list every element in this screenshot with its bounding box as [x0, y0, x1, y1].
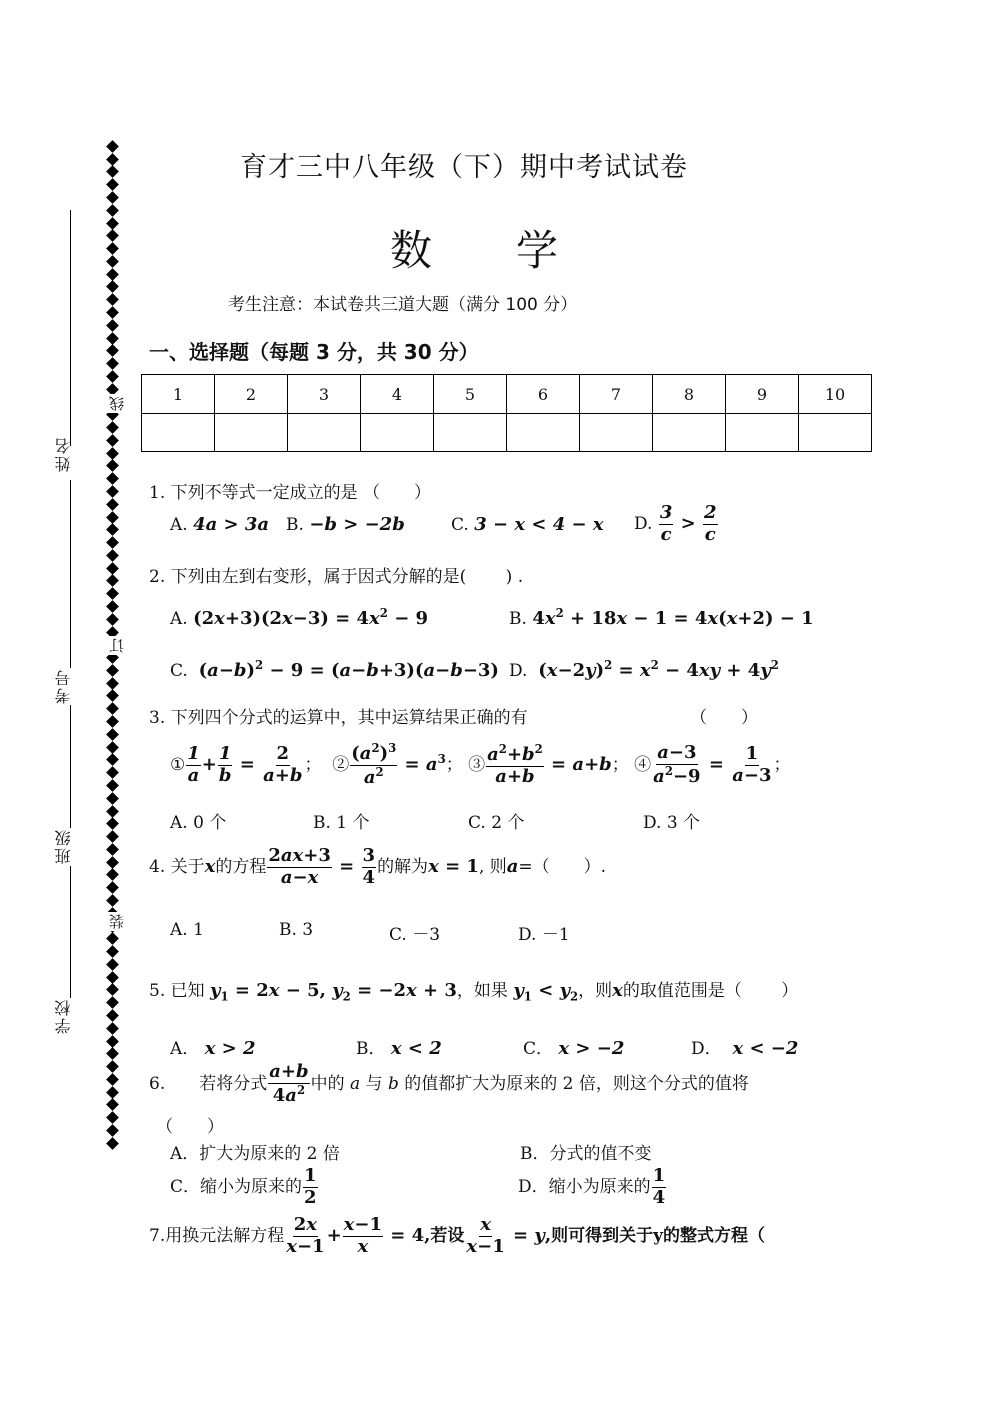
q2-option-b: B. $4x^2 + 18x - 1 = 4x(x+2) - 1$	[509, 606, 814, 629]
diamond-icon	[106, 421, 119, 434]
answer-table	[141, 374, 872, 452]
name-line-lower	[70, 480, 71, 668]
diamond-icon	[106, 447, 119, 460]
diamond-icon	[106, 741, 119, 754]
q4-option-d: D. －1	[518, 925, 570, 945]
diamond-icon	[106, 805, 119, 818]
answer-col-5: 5	[434, 375, 507, 414]
diamond-icon	[106, 1137, 119, 1150]
class-label: 班级	[54, 828, 73, 864]
diamond-icon	[106, 293, 119, 306]
answer-cell[interactable]	[288, 414, 361, 452]
answer-cell[interactable]	[142, 414, 215, 452]
diamond-icon	[106, 255, 119, 268]
diamond-icon	[106, 932, 119, 945]
diamond-icon	[106, 370, 119, 383]
diamond-icon	[106, 242, 119, 255]
diamond-icon	[106, 472, 119, 485]
q7-stem: 7.用换元法解方程 $\frac{2x}{x-1}$ + $\frac{x-1}{x}$ = 4,若设 $\frac{x}{x-1}$ = y,则可得到关于y的整式方程（	[149, 1214, 766, 1257]
q5-stem: 5. 已知 $y_1 = 2x - 5$, $y_2 = -2x + 3$，如果 $y_1 < y_2$，则x的取值范围是（ ）	[149, 980, 799, 1004]
answer-cell[interactable]	[434, 414, 507, 452]
q3-option-d: D. 3 个	[643, 813, 701, 833]
q2-option-d: D. $(x-2y)^2 = x^2 - 4xy + 4y^2$	[509, 658, 779, 681]
q6-stem: 6. 若将分式 $\frac{a+b}{4a^2}$ 中的 a 与 b 的值都扩大为原来的 2 倍，则这个分式的值将	[149, 1061, 749, 1106]
q3-option-b: B. 1 个	[313, 813, 370, 833]
answer-cell[interactable]	[215, 414, 288, 452]
diamond-icon	[106, 562, 119, 575]
diamond-icon	[106, 881, 119, 894]
diamond-icon	[106, 728, 119, 741]
diamond-icon	[106, 332, 119, 345]
q4-option-b: B. 3	[279, 920, 314, 940]
diamond-icon	[106, 1035, 119, 1048]
diamond-icon	[106, 153, 119, 166]
diamond-icon	[106, 166, 119, 179]
answer-cell[interactable]	[653, 414, 726, 452]
subject-title: 数 学	[390, 226, 559, 275]
diamond-icon	[106, 434, 119, 447]
exam-title: 育才三中八年级（下）期中考试试卷	[240, 152, 688, 183]
diamond-icon	[106, 894, 119, 907]
diamond-icon	[106, 715, 119, 728]
diamond-icon	[106, 204, 119, 217]
answer-cell[interactable]	[726, 414, 799, 452]
diamond-icon	[106, 178, 119, 191]
diamond-icon	[106, 345, 119, 358]
diamond-icon	[106, 779, 119, 792]
answer-col-3: 3	[288, 375, 361, 414]
q3-stem: 3. 下列四个分式的运算中，其中运算结果正确的有	[149, 708, 528, 728]
diamond-icon	[106, 306, 119, 319]
q4-stem: 4. 关于x的方程 $\frac{2ax+3}{a-x}$ = $\frac{3}{4}$ 的解为x = 1, 则a=（ ）.	[149, 845, 607, 888]
q1-option-d: D. $\frac{3}{c}$ > $\frac{2}{c}$	[634, 502, 717, 545]
answer-table-blank-row	[142, 414, 872, 452]
answer-col-6: 6	[507, 375, 580, 414]
q5-option-b: B． x < 2	[356, 1038, 442, 1059]
diamond-icon	[106, 1047, 119, 1060]
diamond-icon	[106, 958, 119, 971]
diamond-icon	[106, 984, 119, 997]
school-label: 学校	[54, 998, 73, 1034]
diamond-icon	[106, 1073, 119, 1086]
exam-notice: 考生注意：本试卷共三道大题（满分 100 分）	[228, 295, 578, 315]
diamond-icon	[106, 971, 119, 984]
q2-option-a: A. $(2x+3)(2x-3) = 4x^2 - 9$	[170, 606, 429, 629]
q4-option-c: C. －3	[389, 925, 441, 945]
q1-stem: 1. 下列不等式一定成立的是 （ ）	[149, 483, 432, 503]
diamond-icon	[106, 830, 119, 843]
answer-col-8: 8	[653, 375, 726, 414]
diamond-icon	[106, 792, 119, 805]
q6-option-b: B．分式的值不变	[520, 1144, 652, 1164]
q6-answer-paren: （ ）	[156, 1117, 224, 1137]
diamond-icon	[106, 140, 119, 153]
diamond-icon	[106, 664, 119, 677]
number-label: 考号	[54, 668, 73, 704]
q1-option-a: A. 4a > 3a	[170, 514, 270, 535]
diamond-icon	[106, 575, 119, 588]
seal-zhuang: 装	[108, 914, 126, 929]
q6-option-a: A．扩大为原来的 2 倍	[170, 1144, 340, 1164]
q1-option-c: C. 3 − x < 4 − x	[451, 514, 604, 535]
diamond-icon	[106, 511, 119, 524]
diamond-icon	[106, 460, 119, 473]
diamond-icon	[106, 485, 119, 498]
answer-col-2: 2	[215, 375, 288, 414]
answer-col-10: 10	[799, 375, 872, 414]
q5-option-c: C． x > −2	[523, 1038, 625, 1059]
diamond-icon	[106, 1060, 119, 1073]
diamond-icon	[106, 702, 119, 715]
diamond-icon	[106, 869, 119, 882]
diamond-icon	[106, 217, 119, 230]
q1-option-b: B. −b > −2b	[286, 514, 405, 535]
section-heading: 一、选择题（每题 3 分，共 30 分）	[149, 340, 479, 364]
answer-cell[interactable]	[507, 414, 580, 452]
diamond-icon	[106, 1099, 119, 1112]
q5-option-a: A． x > 2	[170, 1038, 256, 1059]
diamond-icon	[106, 945, 119, 958]
q6-option-d: D．缩小为原来的 $\frac{1}{4}$	[518, 1165, 666, 1208]
seal-ding: 订	[108, 638, 126, 653]
diamond-icon	[106, 754, 119, 767]
diamond-icon	[106, 1111, 119, 1124]
diamond-icon	[106, 843, 119, 856]
seal-xian: 线	[108, 396, 126, 411]
diamond-icon	[106, 1124, 119, 1137]
q3-option-c: C. 2 个	[468, 813, 525, 833]
diamond-icon	[106, 600, 119, 613]
answer-col-4: 4	[361, 375, 434, 414]
diamond-icon	[106, 281, 119, 294]
answer-table-header-row	[142, 375, 872, 414]
diamond-icon	[106, 587, 119, 600]
q6-option-c: C．缩小为原来的 $\frac{1}{2}$	[170, 1165, 317, 1208]
q4-option-a: A. 1	[170, 920, 204, 940]
diamond-icon	[106, 191, 119, 204]
answer-cell[interactable]	[799, 414, 872, 452]
diamond-icon	[106, 613, 119, 626]
diamond-icon	[106, 1022, 119, 1035]
name-line	[70, 210, 71, 446]
diamond-icon	[106, 319, 119, 332]
class-line	[70, 866, 71, 998]
diamond-icon	[106, 766, 119, 779]
q3-answer-paren: （ ）	[690, 708, 758, 728]
diamond-icon	[106, 229, 119, 242]
diamond-icon	[106, 536, 119, 549]
diamond-icon	[106, 357, 119, 370]
q3-expressions: ① $\frac{1}{a}$ + $\frac{1}{b}$ = $\frac{2}{a+b}$ ； ② $\frac{(a^2)^3}{a^2}$ = $a^3$； ③ $\frac{a^2+b^2}{a+b}$ = a+b； ④ $\frac{a-3}{a^2-9}$ = $\frac{1}{a-3}$ ；	[170, 741, 791, 788]
diamond-icon	[106, 856, 119, 869]
answer-col-9: 9	[726, 375, 799, 414]
name-label: 姓名	[54, 436, 73, 472]
q5-option-d: D． x < −2	[691, 1038, 799, 1059]
answer-col-7: 7	[580, 375, 653, 414]
answer-cell[interactable]	[361, 414, 434, 452]
q2-option-c: C. $(a-b)^2 - 9 = (a-b+3)(a-b-3)$	[170, 658, 499, 681]
diamond-icon	[106, 996, 119, 1009]
diamond-icon	[106, 817, 119, 830]
answer-col-1: 1	[142, 375, 215, 414]
number-line	[70, 705, 71, 828]
q2-stem: 2. 下列由左到右变形，属于因式分解的是( ) .	[149, 567, 524, 587]
diamond-icon	[106, 690, 119, 703]
diamond-icon	[106, 1009, 119, 1022]
diamond-icon	[106, 549, 119, 562]
diamond-icon	[106, 523, 119, 536]
diamond-icon	[106, 498, 119, 511]
answer-cell[interactable]	[580, 414, 653, 452]
q3-option-a: A. 0 个	[170, 813, 227, 833]
